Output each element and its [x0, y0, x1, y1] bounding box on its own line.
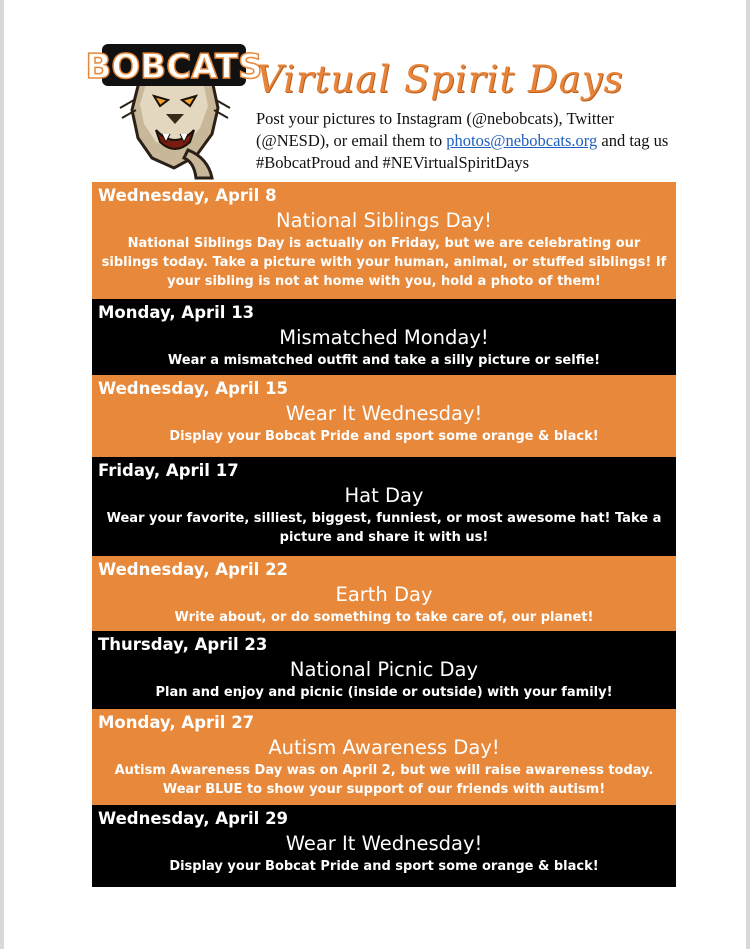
bobcats-logo [85, 38, 263, 180]
day-name: Mismatched Monday! [279, 326, 489, 349]
intro-text-after: and tag us #BobcatProud and #NEVirtualSpiritDays [256, 131, 669, 172]
day-name: Earth Day [335, 583, 433, 606]
day-description: Display your Bobcat Pride and sport some orange & black! [169, 429, 599, 444]
day-description: Wear your favorite, silliest, biggest, funniest, or most awesome hat! Take a picture and share it with us! [106, 511, 662, 545]
day-row [92, 631, 676, 709]
spirit-days-schedule [92, 182, 676, 887]
email-link[interactable]: photos@nebobcats.org [446, 131, 598, 150]
day-date: Monday, April 27 [98, 713, 255, 732]
day-date: Thursday, April 23 [98, 635, 268, 654]
day-row [92, 805, 676, 887]
day-description: Display your Bobcat Pride and sport some orange & black! [169, 859, 599, 874]
day-row [92, 375, 676, 457]
day-date: Wednesday, April 29 [98, 809, 289, 828]
intro-text-before: Post your pictures to Instagram (@nebobcats), Twitter (@NESD), or email them to [256, 109, 614, 150]
page-edge-left [0, 0, 4, 949]
day-name: National Picnic Day [289, 658, 479, 681]
day-description: Autism Awareness Day was on April 2, but we will raise awareness today. Wear BLUE to show your support of our friends with autism! [114, 763, 654, 797]
page-title: Virtual Spirit Days [256, 58, 624, 101]
day-row [92, 457, 676, 556]
day-row [92, 556, 676, 631]
day-description: Wear a mismatched outfit and take a silly picture or selfie! [167, 353, 601, 368]
day-date: Wednesday, April 15 [98, 379, 289, 398]
intro-text [256, 108, 676, 174]
logo-text: BOBCATS [85, 47, 263, 87]
day-date: Wednesday, April 22 [98, 560, 289, 579]
day-date: Monday, April 13 [98, 303, 255, 322]
day-description: Plan and enjoy and picnic (inside or outside) with your family! [155, 685, 613, 700]
day-name: Wear It Wednesday! [285, 402, 483, 425]
day-row [92, 709, 676, 805]
day-row [92, 299, 676, 375]
day-name: National Siblings Day! [276, 209, 492, 232]
page-edge-right [746, 0, 750, 949]
day-name: Hat Day [344, 484, 424, 507]
day-name: Wear It Wednesday! [285, 832, 483, 855]
day-name: Autism Awareness Day! [268, 736, 500, 759]
day-description: Write about, or do something to take care of, our planet! [174, 610, 594, 625]
day-date: Wednesday, April 8 [98, 186, 277, 205]
day-row [92, 182, 676, 299]
day-description: National Siblings Day is actually on Friday, but we are celebrating our siblings today. Take a picture with your human, animal, or stuffed siblings! If your sibling is not at home with you, hold a photo of them! [101, 236, 667, 289]
day-date: Friday, April 17 [98, 461, 239, 480]
